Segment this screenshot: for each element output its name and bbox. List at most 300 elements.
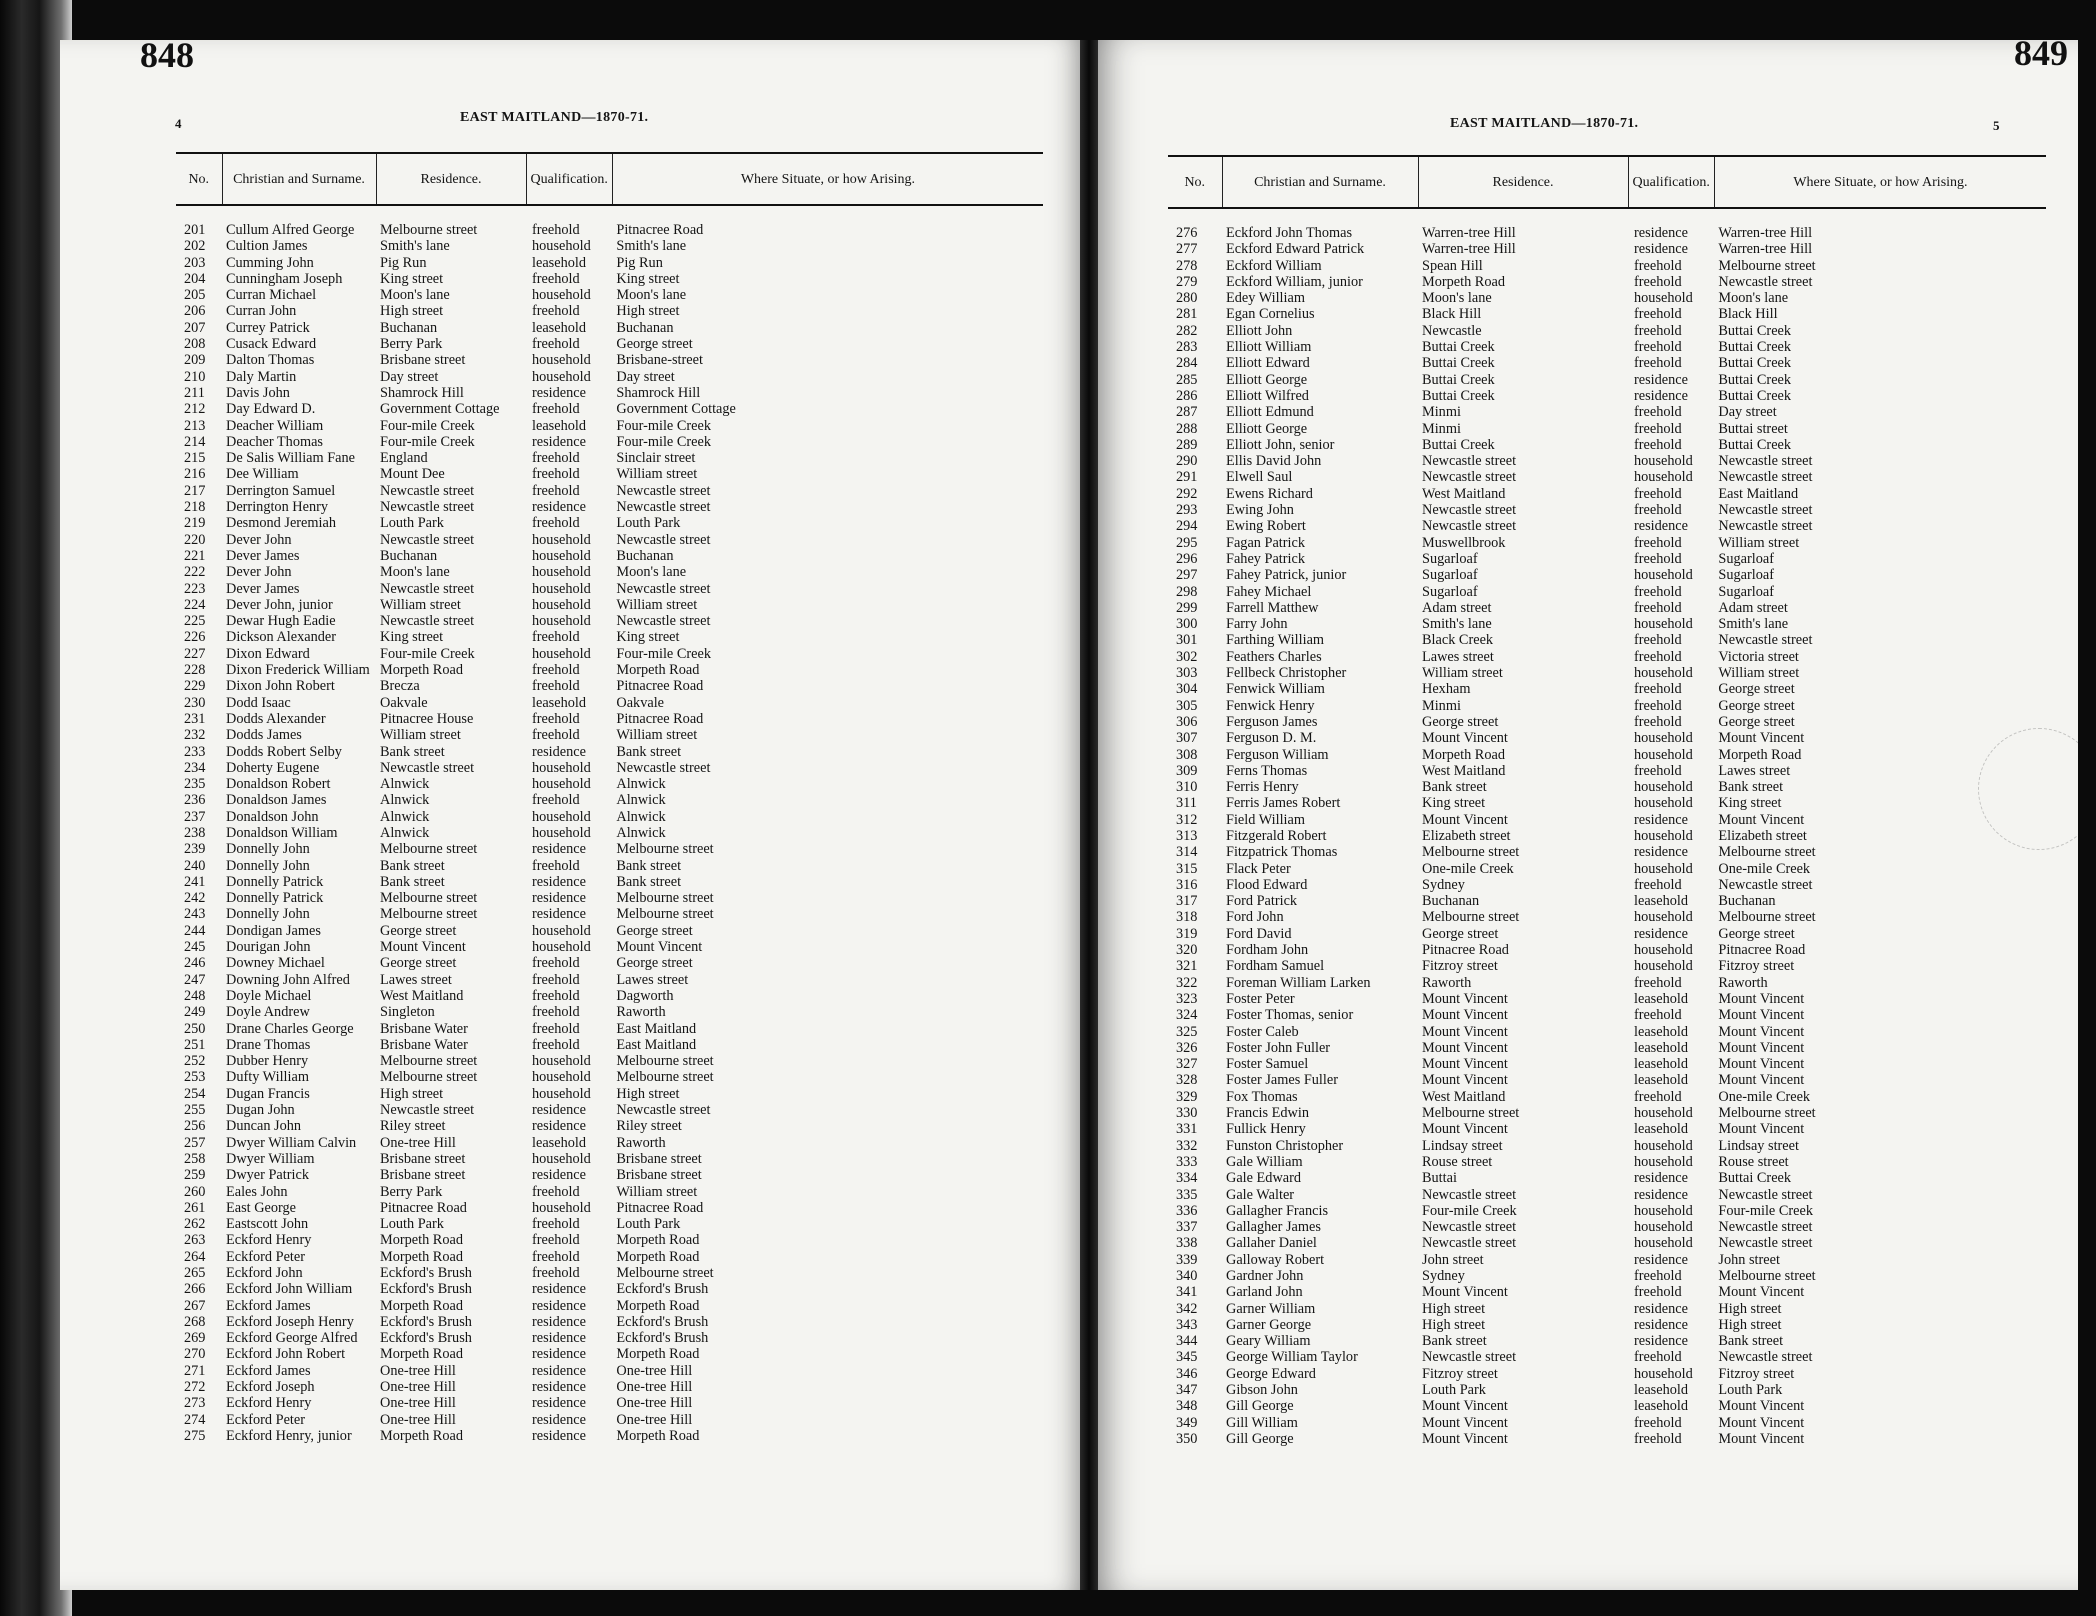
table-row <box>176 205 1043 238</box>
cell-name: Gill William <box>1226 1414 1298 1431</box>
table-row <box>176 1363 1043 1379</box>
cell-no: 235 <box>184 776 206 793</box>
cell-name: Flood Edward <box>1226 876 1308 893</box>
cell-residence: William street <box>380 727 461 744</box>
cell-qualification: leasehold <box>1634 893 1688 910</box>
cell-no: 204 <box>184 270 206 287</box>
cell-residence: Melbourne street <box>380 1053 478 1070</box>
table-row <box>176 1298 1043 1314</box>
table-row <box>1168 828 2046 844</box>
table-row <box>176 923 1043 939</box>
table-row <box>176 955 1043 971</box>
cell-no: 281 <box>1176 306 1198 323</box>
cell-where-situate: One-tree Hill <box>616 1395 693 1412</box>
cell-no: 217 <box>184 482 206 499</box>
cell-residence: Mount Vincent <box>1422 1056 1508 1073</box>
cell-residence: High street <box>380 1085 444 1102</box>
cell-qualification: household <box>532 547 591 564</box>
cell-where-situate: Melbourne street <box>616 1053 714 1070</box>
cell-no: 259 <box>184 1167 206 1184</box>
cell-where-situate: Louth Park <box>616 515 681 532</box>
cell-where-situate: William street <box>1718 665 1800 682</box>
cell-no: 320 <box>1176 942 1198 959</box>
cell-where-situate: Raworth <box>616 1004 666 1021</box>
cell-qualification: freehold <box>532 710 580 727</box>
table-row <box>1168 812 2046 828</box>
cell-no: 319 <box>1176 925 1198 942</box>
cell-no: 335 <box>1176 1186 1198 1203</box>
cell-name: Galloway Robert <box>1226 1251 1325 1268</box>
cell-name: Ferris Henry <box>1226 779 1299 796</box>
cell-residence: Newcastle street <box>1422 1235 1517 1252</box>
cell-where-situate: Buttai Creek <box>1718 355 1792 372</box>
cell-where-situate: Alnwick <box>616 824 666 841</box>
table-row <box>176 890 1043 906</box>
header-qualification: Qualification. <box>1628 156 1714 208</box>
cell-residence: Alnwick <box>380 792 430 809</box>
cell-where-situate: East Maitland <box>1718 485 1799 502</box>
cell-where-situate: Newcastle street <box>616 499 711 516</box>
cell-qualification: household <box>1634 795 1693 812</box>
cell-residence: Alnwick <box>380 808 430 825</box>
cell-where-situate: Alnwick <box>616 776 666 793</box>
cell-residence: Riley street <box>380 1118 446 1135</box>
table-row <box>1168 486 2046 502</box>
cell-residence: Melbourne street <box>380 890 478 907</box>
cell-qualification: household <box>532 564 591 581</box>
cell-name: Ford Patrick <box>1226 893 1298 910</box>
cell-no: 301 <box>1176 632 1198 649</box>
cell-qualification: household <box>532 613 591 630</box>
cell-no: 327 <box>1176 1056 1198 1073</box>
cell-no: 303 <box>1176 665 1198 682</box>
cell-qualification: freehold <box>1634 1007 1682 1024</box>
cell-qualification: leasehold <box>532 254 586 271</box>
cell-qualification: freehold <box>532 1232 580 1249</box>
cell-where-situate: Victoria street <box>1718 648 1799 665</box>
electoral-roll-table <box>176 152 1043 1444</box>
cell-no: 343 <box>1176 1316 1198 1333</box>
cell-no: 228 <box>184 662 206 679</box>
cell-residence: Minmi <box>1422 697 1461 714</box>
cell-no: 300 <box>1176 616 1198 633</box>
cell-where-situate: Bank street <box>1718 779 1784 796</box>
cell-where-situate: Mount Vincent <box>1718 1414 1805 1431</box>
cell-no: 262 <box>184 1216 206 1233</box>
cell-where-situate: East Maitland <box>616 1036 697 1053</box>
cell-residence: Sydney <box>1422 1268 1465 1284</box>
cell-qualification: freehold <box>1634 485 1682 502</box>
cell-name: Donaldson James <box>226 792 327 809</box>
table-row <box>1168 551 2046 567</box>
cell-name: Dever John, junior <box>226 596 333 613</box>
cell-name: Dewar Hugh Eadie <box>226 613 336 630</box>
cell-name: Eckford Joseph <box>226 1379 315 1396</box>
table-row <box>176 1167 1043 1183</box>
cell-residence: Morpeth Road <box>1422 273 1505 290</box>
cell-residence: Alnwick <box>380 824 430 841</box>
cell-where-situate: Morpeth Road <box>616 1248 700 1265</box>
table-row <box>1168 649 2046 665</box>
cell-no: 270 <box>184 1346 206 1363</box>
cell-no: 308 <box>1176 746 1198 763</box>
cell-no: 257 <box>184 1134 206 1151</box>
cell-no: 267 <box>184 1297 206 1314</box>
cell-where-situate: Melbourne street <box>1718 1268 1816 1284</box>
cell-qualification: household <box>1634 942 1693 959</box>
cell-name: Dwyer William Calvin <box>226 1134 357 1151</box>
cell-qualification: freehold <box>1634 550 1682 567</box>
table-row <box>176 841 1043 857</box>
cell-where-situate: William street <box>616 466 698 483</box>
table-row <box>1168 1284 2046 1300</box>
cell-no: 293 <box>1176 502 1198 519</box>
table-row <box>1168 1252 2046 1268</box>
cell-name: Dourigan John <box>226 939 311 956</box>
cell-residence: West Maitland <box>380 987 464 1004</box>
cell-name: Desmond Jeremiah <box>226 515 336 532</box>
cell-no: 243 <box>184 906 206 923</box>
cell-residence: Newcastle street <box>1422 1349 1517 1366</box>
cell-no: 201 <box>184 222 206 238</box>
cell-residence: Warren-tree Hill <box>1422 225 1516 241</box>
cell-qualification: residence <box>532 890 586 907</box>
cell-where-situate: Newcastle street <box>1718 1235 1813 1252</box>
table-row <box>1168 600 2046 616</box>
cell-no: 239 <box>184 841 206 858</box>
cell-residence: Eckford's Brush <box>380 1313 472 1330</box>
cell-where-situate: Eckford's Brush <box>616 1313 709 1330</box>
cell-where-situate: High street <box>1718 1300 1782 1317</box>
cell-residence: Smith's lane <box>380 238 450 255</box>
table-row <box>1168 1154 2046 1170</box>
cell-qualification: household <box>532 645 591 662</box>
table-row <box>176 320 1043 336</box>
cell-name: Feathers Charles <box>1226 648 1322 665</box>
cell-residence: Newcastle street <box>380 531 475 548</box>
table-row <box>1168 1366 2046 1382</box>
cell-qualification: residence <box>532 1411 586 1428</box>
cell-qualification: freehold <box>1634 1284 1682 1301</box>
cell-where-situate: One-mile Creek <box>1718 860 1811 877</box>
cell-name: Ferguson D. M. <box>1226 730 1317 747</box>
cell-no: 266 <box>184 1281 206 1298</box>
cell-where-situate: Mount Vincent <box>1718 1430 1805 1447</box>
cell-qualification: leasehold <box>1634 1039 1688 1056</box>
cell-qualification: residence <box>1634 811 1688 828</box>
cell-residence: Buttai Creek <box>1422 436 1495 453</box>
cell-residence: High street <box>1422 1316 1486 1333</box>
table-row <box>176 1200 1043 1216</box>
table-row <box>1168 1170 2046 1186</box>
table-row <box>176 369 1043 385</box>
cell-no: 347 <box>1176 1382 1198 1399</box>
table-row <box>1168 274 2046 290</box>
cell-qualification: residence <box>532 384 586 401</box>
table-row <box>1168 942 2046 958</box>
cell-name: Fahey Michael <box>1226 583 1312 600</box>
cell-name: Elliott George <box>1226 420 1308 437</box>
cell-name: Foster Samuel <box>1226 1056 1309 1073</box>
table-row <box>176 662 1043 678</box>
table-row <box>176 1037 1043 1053</box>
cell-qualification: freehold <box>1634 1414 1682 1431</box>
cell-qualification: residence <box>1634 925 1688 942</box>
cell-name: Fenwick Henry <box>1226 697 1315 714</box>
cell-residence: John street <box>1422 1251 1484 1268</box>
cell-no: 336 <box>1176 1202 1198 1219</box>
cell-name: Fordham John <box>1226 942 1309 959</box>
cell-residence: Mount Vincent <box>1422 1072 1508 1089</box>
cell-where-situate: High street <box>616 1085 680 1102</box>
table-row <box>176 858 1043 874</box>
cell-qualification: household <box>532 759 591 776</box>
cell-no: 224 <box>184 596 206 613</box>
cell-name: Foster Caleb <box>1226 1023 1299 1040</box>
table-row <box>1168 877 2046 893</box>
cell-no: 283 <box>1176 339 1198 356</box>
table-row <box>176 1395 1043 1411</box>
cell-residence: Newcastle street <box>380 759 475 776</box>
cell-no: 309 <box>1176 762 1198 779</box>
cell-where-situate: King street <box>1718 795 1782 812</box>
cell-qualification: freehold <box>532 336 580 353</box>
cell-where-situate: Newcastle street <box>616 1102 711 1119</box>
cell-name: Gardner John <box>1226 1268 1304 1284</box>
cell-residence: Eckford's Brush <box>380 1281 472 1298</box>
cell-where-situate: Four-mile Creek <box>616 417 711 434</box>
table-row <box>1168 306 2046 322</box>
table-row <box>176 1053 1043 1069</box>
table-row <box>176 972 1043 988</box>
cell-qualification: household <box>532 1069 591 1086</box>
table-row <box>1168 795 2046 811</box>
cell-no: 311 <box>1176 795 1197 812</box>
table-row <box>176 597 1043 613</box>
cell-where-situate: Newcastle street <box>1718 518 1813 535</box>
cell-residence: Four-mile Creek <box>380 417 475 434</box>
cell-where-situate: Melbourne street <box>1718 909 1816 926</box>
cell-name: Dwyer Patrick <box>226 1167 309 1184</box>
cell-residence: Fitzroy street <box>1422 958 1498 975</box>
cell-qualification: freehold <box>1634 436 1682 453</box>
cell-qualification: household <box>1634 860 1693 877</box>
table-row <box>1168 208 2046 241</box>
cell-qualification: residence <box>532 743 586 760</box>
cell-qualification: residence <box>532 1427 586 1444</box>
table-row <box>176 1021 1043 1037</box>
cell-no: 240 <box>184 857 206 874</box>
cell-name: Dondigan James <box>226 922 321 939</box>
cell-where-situate: Mount Vincent <box>616 939 703 956</box>
cell-no: 254 <box>184 1085 206 1102</box>
cell-qualification: freehold <box>532 270 580 287</box>
cell-qualification: household <box>532 939 591 956</box>
header-residence: Residence. <box>1418 156 1628 208</box>
cell-name: Dixon Frederick William <box>226 662 370 679</box>
cell-name: Francis Edwin <box>1226 1105 1309 1122</box>
running-head: EAST MAITLAND—1870-71. <box>460 110 649 125</box>
cell-qualification: residence <box>532 499 586 516</box>
cell-qualification: household <box>532 596 591 613</box>
cell-no: 203 <box>184 254 206 271</box>
cell-qualification: household <box>532 1053 591 1070</box>
cell-qualification: freehold <box>532 515 580 532</box>
cell-no: 245 <box>184 939 206 956</box>
cell-residence: Moon's lane <box>380 564 450 581</box>
table-row <box>1168 763 2046 779</box>
table-row <box>176 678 1043 694</box>
cell-where-situate: Buttai Creek <box>1718 387 1792 404</box>
cell-qualification: household <box>1634 665 1693 682</box>
cell-where-situate: William street <box>1718 534 1800 551</box>
cell-no: 325 <box>1176 1023 1198 1040</box>
cell-no: 241 <box>184 873 206 890</box>
cell-where-situate: Mount Vincent <box>1718 1072 1805 1089</box>
cell-name: Ewing Robert <box>1226 518 1306 535</box>
table-row <box>176 1151 1043 1167</box>
cell-name: Eckford Henry <box>226 1232 312 1249</box>
cell-where-situate: Pitnacree Road <box>1718 942 1806 959</box>
table-row <box>176 809 1043 825</box>
cell-qualification: freehold <box>1634 257 1682 274</box>
cell-no: 315 <box>1176 860 1198 877</box>
cell-name: Curran John <box>226 303 297 320</box>
cell-residence: Bank street <box>1422 1333 1487 1350</box>
table-row <box>1168 290 2046 306</box>
cell-qualification: residence <box>1634 1316 1688 1333</box>
cell-where-situate: Brisbane-street <box>616 352 703 369</box>
cell-qualification: residence <box>532 1346 586 1363</box>
cell-qualification: freehold <box>1634 762 1682 779</box>
cell-qualification: freehold <box>1634 534 1682 551</box>
table-row <box>176 695 1043 711</box>
table-row <box>1168 926 2046 942</box>
table-row <box>176 1412 1043 1428</box>
cell-no: 212 <box>184 401 206 418</box>
table-row <box>1168 502 2046 518</box>
cell-residence: Morpeth Road <box>380 1297 463 1314</box>
cell-residence: George street <box>380 955 457 972</box>
cell-qualification: freehold <box>532 629 580 646</box>
cell-residence: Melbourne street <box>380 1069 478 1086</box>
cell-name: Eckford William <box>1226 257 1322 274</box>
cell-where-situate: Lindsay street <box>1718 1137 1799 1154</box>
table-row <box>176 255 1043 271</box>
cell-residence: Morpeth Road <box>380 1346 463 1363</box>
cell-no: 244 <box>184 922 206 939</box>
cell-name: Fellbeck Christopher <box>1226 665 1347 682</box>
cell-name: Dubber Henry <box>226 1053 309 1070</box>
cell-name: Foster James Fuller <box>1226 1072 1338 1089</box>
cell-residence: Morpeth Road <box>380 1232 463 1249</box>
cell-no: 314 <box>1176 844 1198 861</box>
cell-qualification: household <box>1634 958 1693 975</box>
cell-name: Cusack Edward <box>226 336 317 353</box>
cell-no: 291 <box>1176 469 1198 486</box>
cell-no: 273 <box>184 1395 206 1412</box>
cell-qualification: leasehold <box>532 417 586 434</box>
cell-name: Dodd Isaac <box>226 694 291 711</box>
cell-name: Egan Cornelius <box>1226 306 1315 323</box>
cell-name: Eales John <box>226 1183 288 1200</box>
cell-residence: Buttai Creek <box>1422 387 1495 404</box>
cell-residence: Morpeth Road <box>380 1427 463 1444</box>
cell-where-situate: Pitnacree Road <box>616 678 704 695</box>
cell-residence: Newcastle street <box>380 499 475 516</box>
cell-where-situate: Morpeth Road <box>616 662 700 679</box>
cell-qualification: household <box>532 776 591 793</box>
cell-where-situate: Newcastle street <box>1718 876 1813 893</box>
header-qualification: Qualification. <box>526 153 612 205</box>
cell-no: 246 <box>184 955 206 972</box>
cell-residence: Bank street <box>380 857 445 874</box>
cell-residence: Mount Vincent <box>1422 811 1508 828</box>
cell-residence: Morpeth Road <box>380 662 463 679</box>
cell-where-situate: Bank street <box>616 857 682 874</box>
cell-qualification: freehold <box>532 303 580 320</box>
table-row <box>176 1379 1043 1395</box>
cell-no: 263 <box>184 1232 206 1249</box>
cell-where-situate: Louth Park <box>616 1216 681 1233</box>
cell-no: 216 <box>184 466 206 483</box>
cell-where-situate: Mount Vincent <box>1718 1056 1805 1073</box>
cell-name: Gale Edward <box>1226 1170 1302 1187</box>
cell-name: Dickson Alexander <box>226 629 336 646</box>
cell-no: 316 <box>1176 876 1198 893</box>
cell-residence: Mount Vincent <box>1422 1121 1508 1138</box>
cell-no: 288 <box>1176 420 1198 437</box>
table-row <box>176 1232 1043 1248</box>
cell-residence: Mount Vincent <box>1422 990 1508 1007</box>
cell-qualification: household <box>1634 1235 1693 1252</box>
cell-no: 317 <box>1176 893 1198 910</box>
cell-name: Eckford John William <box>226 1281 353 1298</box>
table-row <box>1168 404 2046 420</box>
cell-qualification: household <box>1634 1202 1693 1219</box>
cell-name: Dodds James <box>226 727 302 744</box>
cell-residence: Mount Vincent <box>380 939 466 956</box>
cell-where-situate: Buchanan <box>616 547 674 564</box>
cell-no: 305 <box>1176 697 1198 714</box>
cell-where-situate: Buttai Creek <box>1718 371 1792 388</box>
page-number: 849 <box>2014 40 2068 73</box>
cell-name: Dalton Thomas <box>226 352 315 369</box>
cell-residence: George street <box>1422 925 1499 942</box>
cell-name: Dixon Edward <box>226 645 310 662</box>
cell-residence: Bank street <box>1422 779 1487 796</box>
cell-name: Dufty William <box>226 1069 309 1086</box>
cell-name: Ford John <box>1226 909 1284 926</box>
cell-where-situate: Smith's lane <box>616 238 687 255</box>
table-row <box>176 1184 1043 1200</box>
cell-qualification: residence <box>532 841 586 858</box>
cell-name: Funston Christopher <box>1226 1137 1344 1154</box>
cell-name: Gibson John <box>1226 1382 1298 1399</box>
cell-where-situate: Melbourne street <box>616 906 714 923</box>
cell-name: George Edward <box>1226 1365 1316 1382</box>
cell-where-situate: Black Hill <box>1718 306 1778 323</box>
cell-no: 250 <box>184 1020 206 1037</box>
cell-residence: Buttai <box>1422 1170 1457 1187</box>
cell-residence: Four-mile Creek <box>380 645 475 662</box>
cell-name: Ferris James Robert <box>1226 795 1341 812</box>
cell-no: 214 <box>184 433 206 450</box>
cell-residence: Morpeth Road <box>380 1248 463 1265</box>
cell-qualification: household <box>1634 909 1693 926</box>
cell-residence: Melbourne street <box>1422 844 1520 861</box>
table-row <box>1168 258 2046 274</box>
